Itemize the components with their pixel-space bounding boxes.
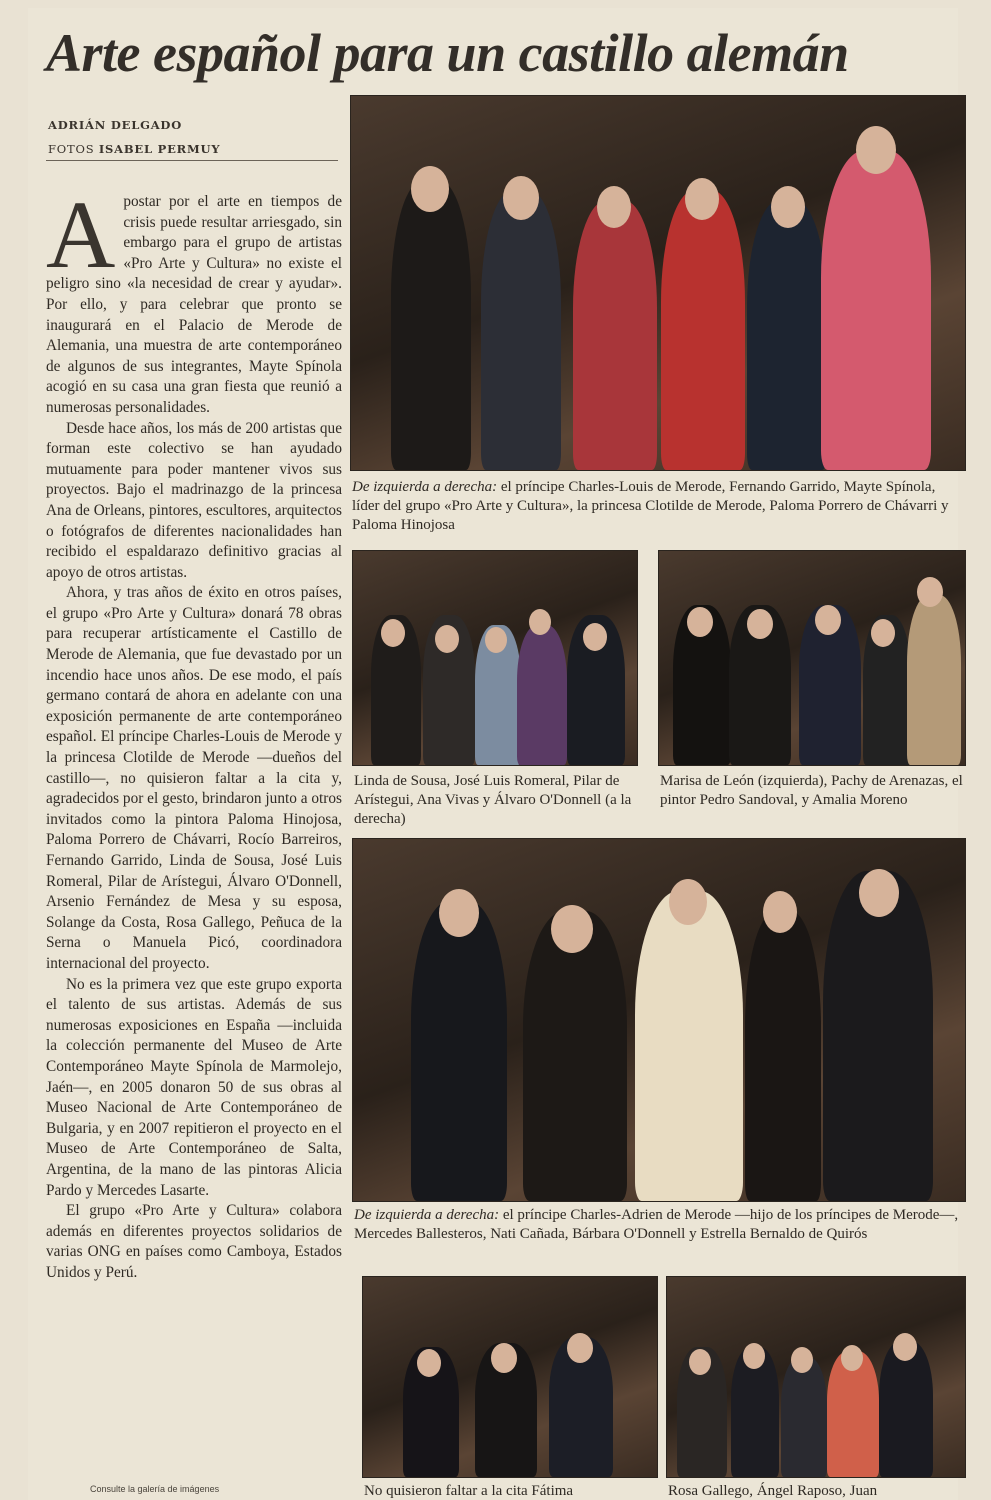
- photo-right-mid: [658, 550, 966, 766]
- caption-second-photo: De izquierda a derecha: el príncipe Charles-Adrien de Merode —hijo de los príncipes de Merode—, Mercedes Ballesteros, Nati Cañada, Bárbara O'Donnell y Estrella Bernaldo de Quirós: [354, 1207, 959, 1242]
- paragraph-1: Apostar por el arte en tiempos de crisis puede resultar arriesgado, sin embargo para el grupo de artistas «Pro Arte y Cultura» no existe el peligro sino «la necesidad de crear y ayudar». Por ello, y para celebrar que pronto se inaugurará en el Palacio de Merode de Alemania, una muestra de arte contemporáneo de algunos de sus integrantes, Mayte Spínola acogió en su casa una gran fiesta que reunió a numerosas personalidades.: [46, 181, 342, 416]
- caption-left-mid: Linda de Sousa, José Luis Romeral, Pilar de Arístegui, Ana Vivas y Álvaro O'Donnell (a la derecha): [354, 773, 632, 827]
- photo-bottom-right: [666, 1276, 966, 1478]
- article-body: [46, 181, 342, 1283]
- author-byline: [48, 118, 182, 132]
- photo-bottom-left: [362, 1276, 658, 1478]
- headline: Arte español para un castillo alemán: [46, 23, 849, 83]
- newspaper-page: [28, 8, 963, 1500]
- caption-main-photo: De izquierda a derecha: el príncipe Charles-Louis de Merode, Fernando Garrido, Mayte Spínola, líder del grupo «Pro Arte y Cultura», la princesa Clotilde de Merode, Paloma Porrero de Chávarri y Paloma Hinojosa: [352, 479, 949, 533]
- photo-prefix: FOTOS: [48, 142, 95, 156]
- main-group-photo: [350, 95, 966, 471]
- paragraph-4: No es la primera vez que este grupo exporta el talento de sus artistas. Además de sus numerosas exposiciones en España —incluida la colección permanente del Museo de Arte Contemporáneo Mayte Spínola de Marmolejo, Jaén—, en 2005 donaron 50 de sus obras al Museo Nacional de Arte Contemporáneo de Bulgaria, y en 2007 repitieron el proyecto en el Museo de Arte Contemporáneo de Salta, Argentina, de la mano de las pintoras Alicia Pardo y Mercedes Lasarte.: [46, 975, 342, 1199]
- paragraph-5: El grupo «Pro Arte y Cultura» colabora además en diferentes proyectos solidarios de varias ONG en países como Camboya, Estados Unidos y Perú.: [46, 1202, 342, 1281]
- dropcap: A: [46, 181, 116, 288]
- photo-credit: [48, 142, 220, 156]
- byline-divider: [46, 160, 338, 161]
- caption-bottom-left: No quisieron faltar a la cita Fátima: [364, 1483, 574, 1499]
- photo-left-mid: [352, 550, 638, 766]
- paragraph-3: Ahora, y tras años de éxito en otros países, el grupo «Pro Arte y Cultura» donará 78 obras para recuperar artísticamente el Castillo de Merode de Alemania, que fue devastado por un incendio hace unos años. De ese modo, el país germano contará de ahora en adelante con una exposición permanente de arte contemporáneo español. El príncipe Charles-Louis de Merode y la princesa Clotilde de Merode —dueños del castillo—, no quisieron faltar a la cita y, agradecidos por el gesto, brindaron junto a otros invitados como la pintora Paloma Hinojosa, Paloma Porrero de Chávarri, Rocío Barreiros, Fernando Garrido, Linda de Sousa, José Luis Romeral, Pilar de Arístegui, Álvaro O'Donnell, Arsenio Fernández de Mesa y su esposa, Solange da Costa, Rosa Gallego, Peñuca de la Serna o Manuela Picó, coordinadora internacional del proyecto.: [46, 584, 342, 972]
- caption-bottom-right: Rosa Gallego, Ángel Raposo, Juan: [668, 1483, 878, 1499]
- photographer-name: ISABEL PERMUY: [98, 142, 221, 156]
- caption-right-mid: Marisa de León (izquierda), Pachy de Arenazas, el pintor Pedro Sandoval, y Amalia Moreno: [660, 773, 963, 808]
- gallery-link-note[interactable]: Consulte la galería de imágenes: [90, 1484, 220, 1494]
- second-group-photo: [352, 838, 966, 1202]
- author-name: ADRIÁN DELGADO: [48, 118, 183, 132]
- paragraph-2: Desde hace años, los más de 200 artistas que forman este colectivo se han ayudado mutuamente para poder mantener vivos sus proyectos. Bajo el madrinazgo de la princesa Ana de Orleans, pintores, escultores, arquitectos o fotógrafos de diferentes nacionalidades han recibido el espaldarazo definitivo gracias al apoyo de otros artistas.: [46, 419, 342, 581]
